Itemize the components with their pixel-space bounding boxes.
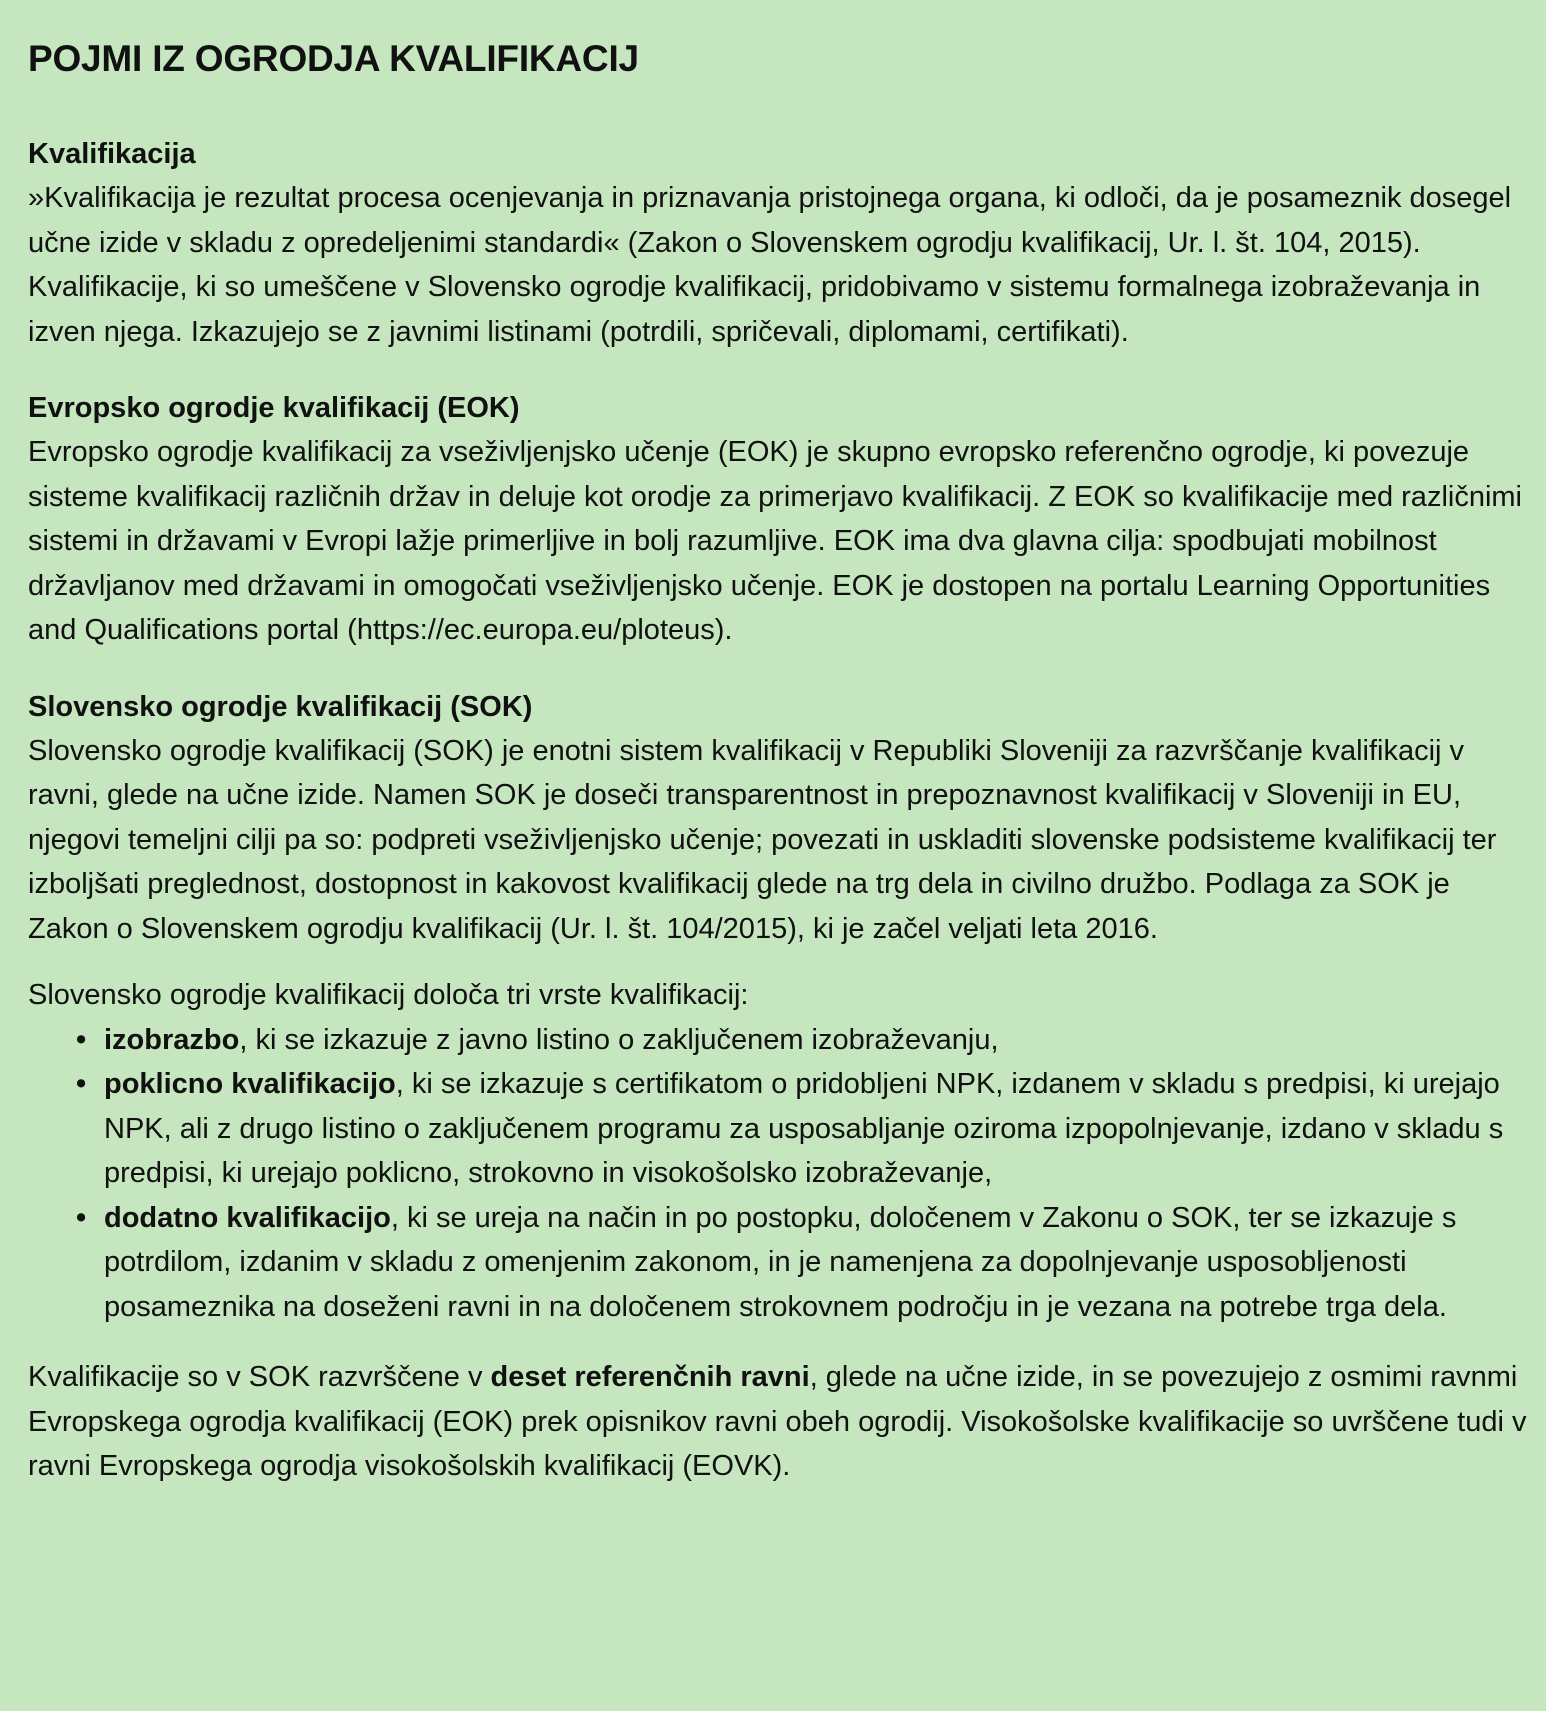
section-heading: Kvalifikacija xyxy=(28,138,196,170)
qualification-types-list xyxy=(28,1018,1530,1330)
list-item-text: , ki se ureja na način in po postopku, določenem v Zakonu o SOK, ter se izkazuje s potrdilom, izdanim v skladu z omenjenim zakonom, in je namenjena za dopolnjevanje usposobljenosti posameznika na doseženi ravni in na določenem strokovnem področju in je vezana na potrebe trga dela. xyxy=(104,1201,1457,1323)
section-text: »Kvalifikacija je rezultat procesa ocenjevanja in priznavanja pristojnega organa, ki odloči, da je posameznik dosegel učne izide v skladu z opredeljenimi standardi« (Zakon o Slovenskem ogrodju kvalifikacij, Ur. l. št. 104, 2015). Kvalifikacije, ki so umeščene v Slovensko ogrodje kvalifikacij, pridobivamo v sistemu formalnega izobraževanja in izven njega. Izkazujejo se z javnimi listinami (potrdili, spričevali, diplomami, certifikati). xyxy=(28,182,1512,348)
bullet-icon: • xyxy=(76,1068,87,1100)
list-item-term: izobrazbo xyxy=(104,1023,240,1056)
section-text: Slovensko ogrodje kvalifikacij (SOK) je enotni sistem kvalifikacij v Republiki Sloveniji za razvrščanje kvalifikacij v ravni, glede na učne izide. Namen SOK je doseči transparentnost in prepoznavnost kvalifikacij v Sloveniji in EU, njegovi temeljni cilji pa so: podpreti vseživljenjsko učenje; povezati in uskladiti slovenske podsisteme kvalifikacij ter izboljšati preglednost, dostopnost in kakovost kvalifikacij glede na trg dela in civilno družbo. Podlaga za SOK je Zakon o Slovenskem ogrodju kvalifikacij (Ur. l. št. 104/2015), ki je začel veljati leta 2016. xyxy=(28,734,1497,945)
list-item xyxy=(50,1018,1530,1063)
list-item-text: , ki se izkazuje s certifikatom o pridobljeni NPK, izdanem v skladu s predpisi, ki urejajo NPK, ali z drugo listino o zaključenem programu za usposabljanje oziroma izpopolnjevanje, izdano v skladu s predpisi, ki urejajo poklicno, strokovno in visokošolsko izobraževanje, xyxy=(104,1068,1504,1189)
section-heading: Slovensko ogrodje kvalifikacij (SOK) xyxy=(28,690,533,723)
section-text: Evropsko ogrodje kvalifikacij za vseživljenjsko učenje (EOK) je skupno evropsko referenčno ogrodje, ki povezuje sisteme kvalifikacij različnih držav in deluje kot orodje za primerjavo kvalifikacij. Z EOK so kvalifikacije med različnimi sistemi in državami v Evropi lažje primerljive in bolj razumljive. EOK ima dva glavna cilja: spodbujati mobilnost državljanov med državami in omogočati vseživljenjsko učenje. EOK je dostopen na portalu Learning Opportunities and Qualifications portal (https://ec.europa.eu/ploteus). xyxy=(28,436,1522,646)
section-heading: Evropsko ogrodje kvalifikacij (EOK) xyxy=(28,392,520,424)
list-item xyxy=(50,1196,1530,1330)
types-intro: Slovensko ogrodje kvalifikacij določa tri vrste kvalifikacij: xyxy=(28,979,749,1011)
list-item xyxy=(50,1062,1530,1196)
list-item-text: , ki se izkazuje z javno listino o zaključenem izobraževanju, xyxy=(239,1023,999,1056)
bullet-icon: • xyxy=(76,1201,87,1234)
closing-emphasis: deset referenčnih ravni xyxy=(490,1361,810,1393)
section-sok xyxy=(28,685,1530,952)
bullet-icon: • xyxy=(76,1023,87,1056)
section-kvalifikacija xyxy=(28,132,1530,354)
section-eok xyxy=(28,386,1530,653)
closing-paragraph xyxy=(28,1355,1530,1489)
list-item-term: poklicno kvalifikacijo xyxy=(104,1068,396,1100)
document-title: POJMI IZ OGRODJA KVALIFIKACIJ xyxy=(28,38,639,79)
closing-text-before: Kvalifikacije so v SOK razvrščene v xyxy=(28,1361,491,1393)
list-item-term: dodatno kvalifikacijo xyxy=(104,1201,391,1234)
closing-text-after: , glede na učne izide, in se povezujejo z osmimi ravnmi Evropskega ogrodja kvalifikacij (EOK) prek opisnikov ravni obeh ogrodij. Visokošolske kvalifikacije so uvrščene tudi v ravni Evropskega ogrodja visokošolskih kvalifikacij (EOVK). xyxy=(28,1361,1527,1482)
